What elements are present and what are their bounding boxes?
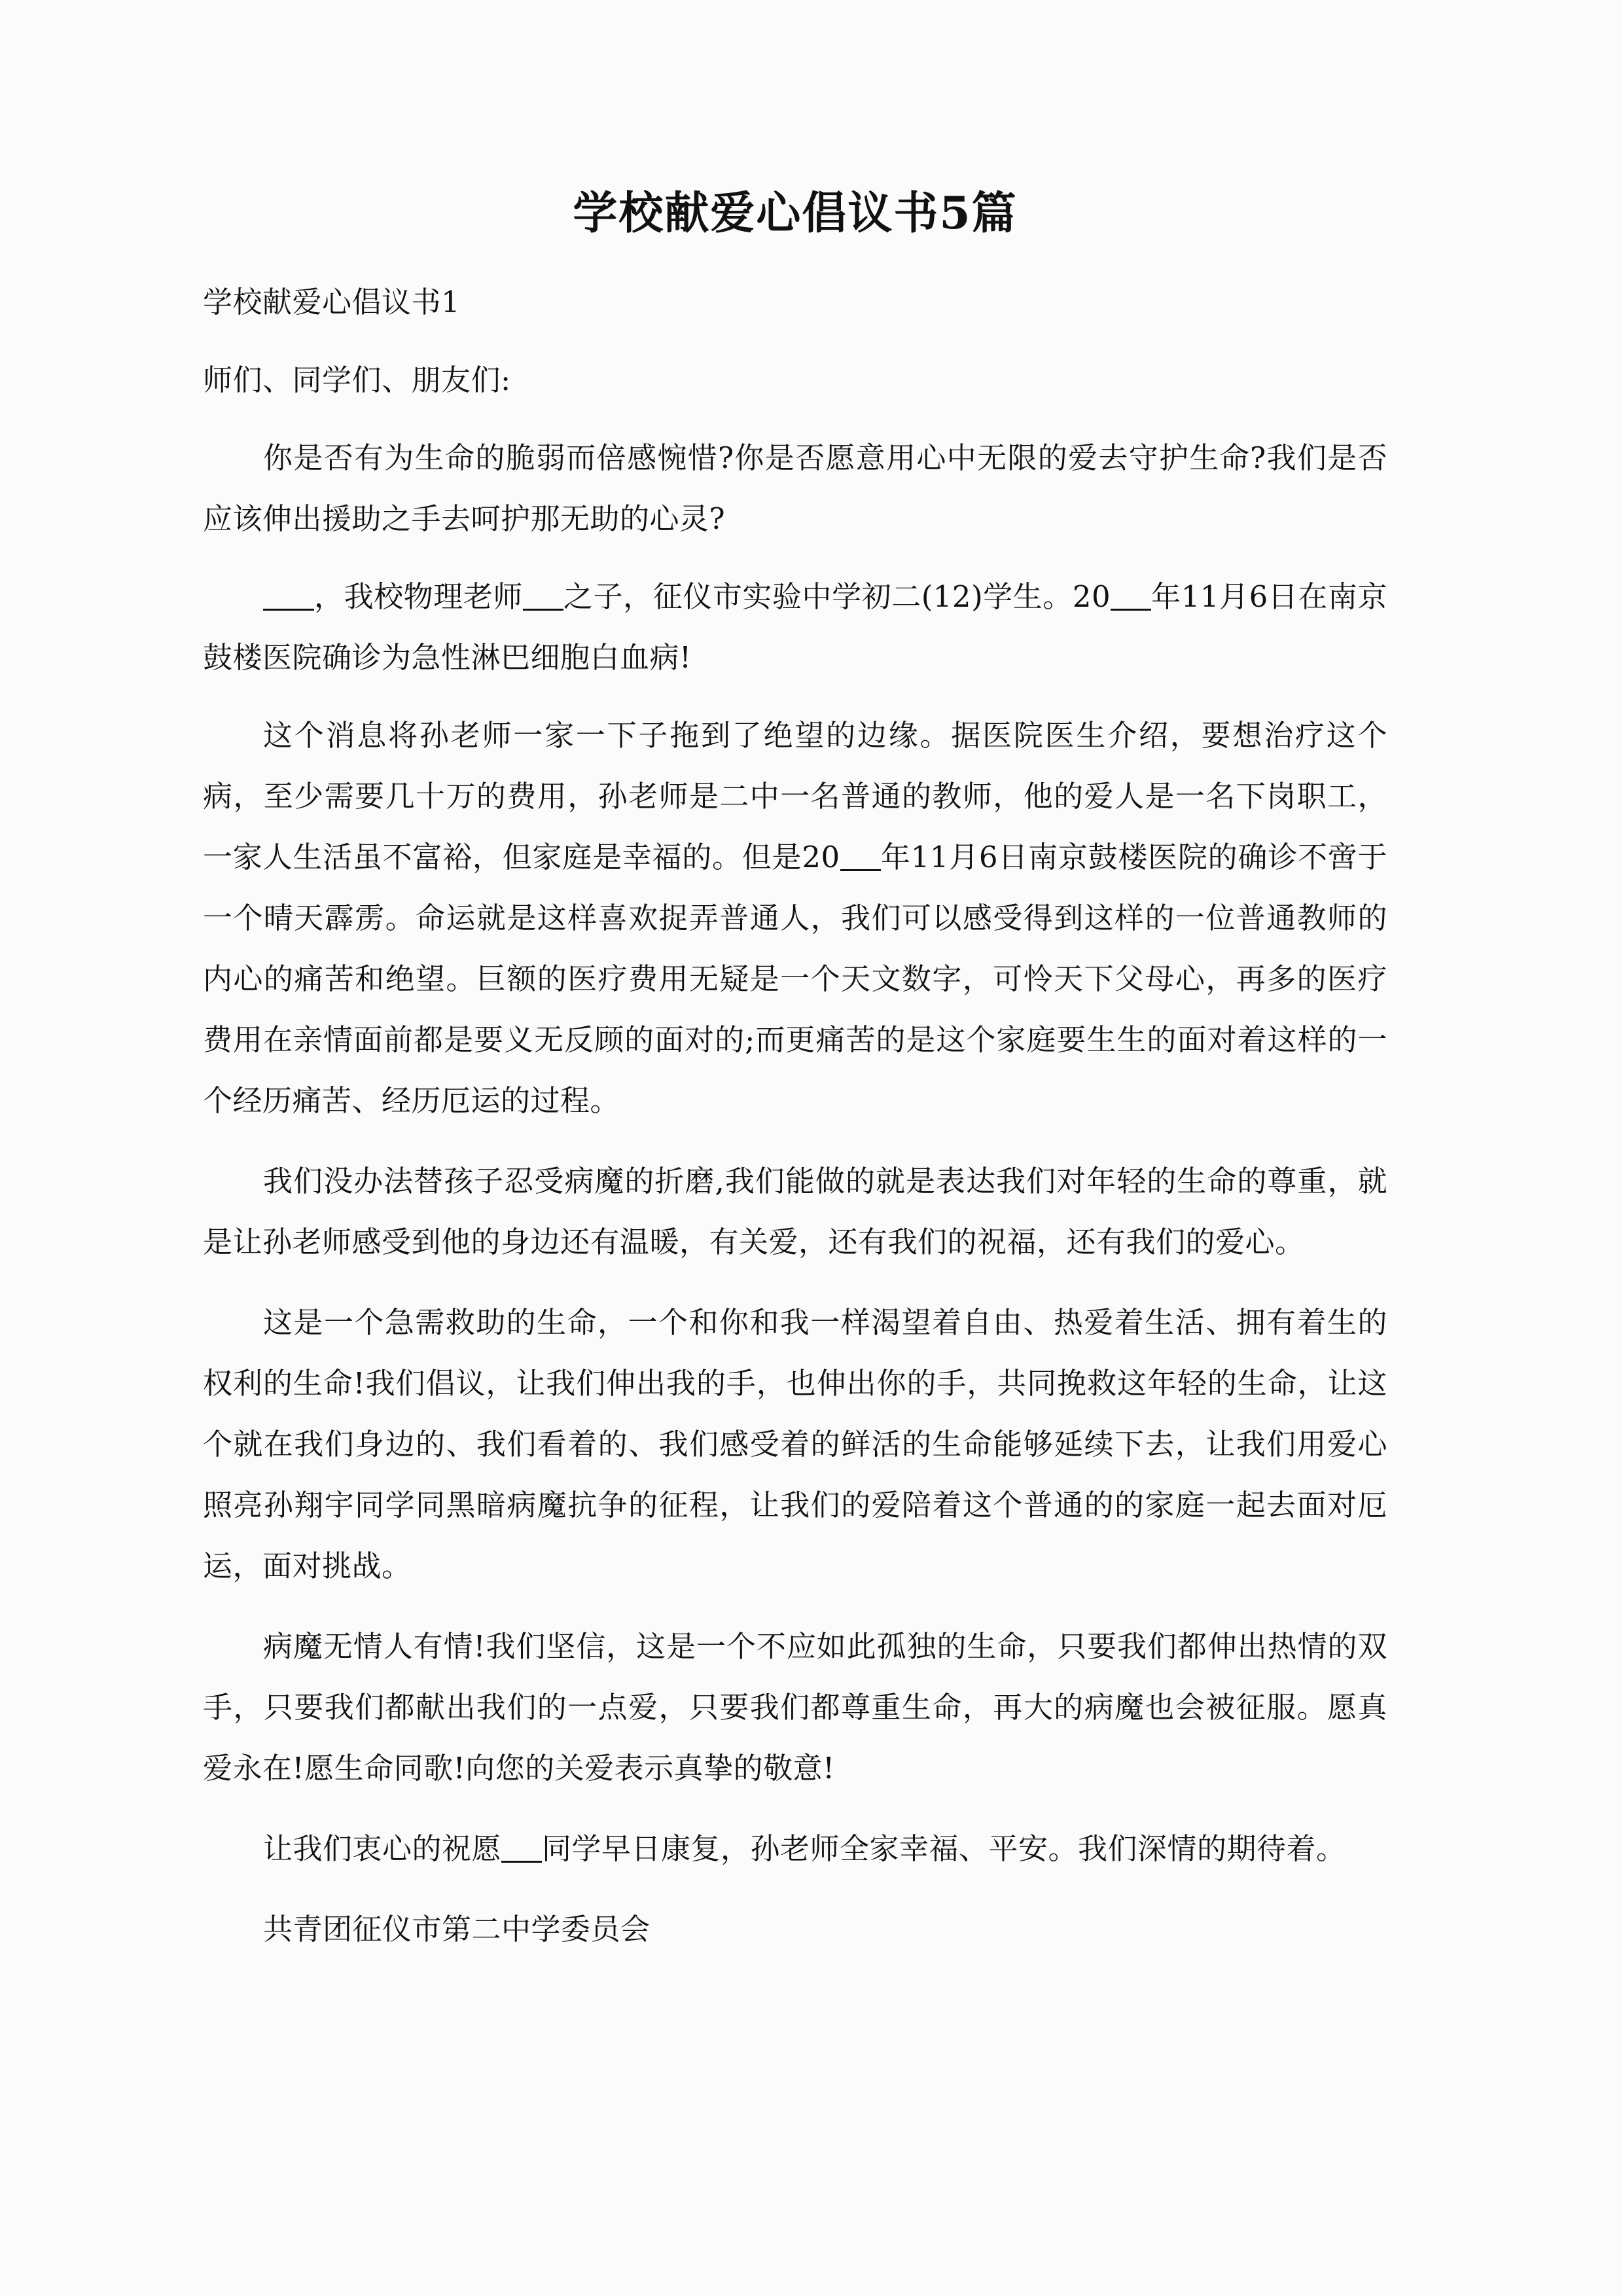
case-intro-text-2: 之子，征仪市实验中学初二(12)学生。20	[563, 579, 1111, 614]
blank-field-student	[501, 1861, 542, 1863]
blank-field-year-2	[840, 869, 881, 871]
salutation: 师们、同学们、朋友们:	[203, 363, 511, 397]
wishes-text-2: 同学早日康复，孙老师全家幸福、平安。我们深情的期待着。	[542, 1831, 1346, 1866]
paragraph-conviction: 病魔无情人有情!我们坚信，这是一个不应如此孤独的生命，只要我们都伸出热情的双手，只要我们都献出我们的一点爱，只要我们都尊重生命，再大的病魔也会被征服。愿真爱永在!愿生命同歌!向您的关爱表示真挚的敬意!	[203, 1629, 1387, 1785]
case-intro-text-3: 年11月6日在南京鼓楼医院确诊为急性淋巴细胞白血病!	[203, 579, 1387, 675]
paragraph-respect: 我们没办法替孩子忍受病魔的折磨,我们能做的就是表达我们对年轻的生命的尊重，就是让孙老师感受到他的身边还有温暖，有关爱，还有我们的祝福，还有我们的爱心。	[203, 1164, 1387, 1259]
blank-field-teacher	[523, 609, 563, 611]
paragraph-call-to-action: 这是一个急需救助的生命，一个和你和我一样渴望着自由、热爱着生活、拥有着生的权利的生命!我们倡议，让我们伸出我的手，也伸出你的手，共同挽救这年轻的生命，让这个就在我们身边的、我们看着的、我们感受着的鲜活的生命能够延续下去，让我们用爱心照亮孙翔宇同学同黑暗病魔抗争的征程，让我们的爱陪着这个普通的的家庭一起去面对厄运，面对挑战。	[203, 1305, 1387, 1583]
page-title: 学校献爱心倡议书5篇	[573, 187, 1018, 240]
despair-text-2: 年11月6日南京鼓楼医院的确诊不啻于一个晴天霹雳。命运就是这样喜欢捉弄普通人，我们可以感受得到这样的一位普通教师的内心的痛苦和绝望。巨额的医疗费用无疑是一个天文数字，可怜天下父母心，再多的医疗费用在亲情面前都是要义无反顾的面对的;而更痛苦的是这个家庭要生生的面对着这样的一个经历痛苦、经历厄运的过程。	[203, 840, 1387, 1118]
paragraph-wishes	[203, 1818, 1387, 1879]
document-content	[203, 0, 1387, 1960]
despair-text-1: 这个消息将孙老师一家一下子拖到了绝望的边缘。据医院医生介绍，要想治疗这个病，至少需要几十万的费用，孙老师是二中一名普通的教师，他的爱人是一名下岗职工，一家人生活虽不富裕，但家庭是幸福的。但是20	[203, 718, 1387, 874]
blank-field-year	[1111, 609, 1151, 611]
paragraph-opening-questions: 你是否有为生命的脆弱而倍感惋惜?你是否愿意用心中无限的爱去守护生命?我们是否应该伸出援助之手去呵护那无助的心灵?	[203, 440, 1387, 536]
wishes-text-1: 让我们衷心的祝愿	[263, 1831, 502, 1866]
blank-field-name	[263, 609, 314, 611]
case-intro-text-1: ，我校物理老师	[314, 579, 523, 614]
paragraph-case-intro	[203, 566, 1387, 688]
signature: 共青团征仪市第二中学委员会	[263, 1912, 651, 1946]
section-heading: 学校献爱心倡议书1	[203, 285, 461, 319]
paragraph-despair	[203, 705, 1387, 1131]
